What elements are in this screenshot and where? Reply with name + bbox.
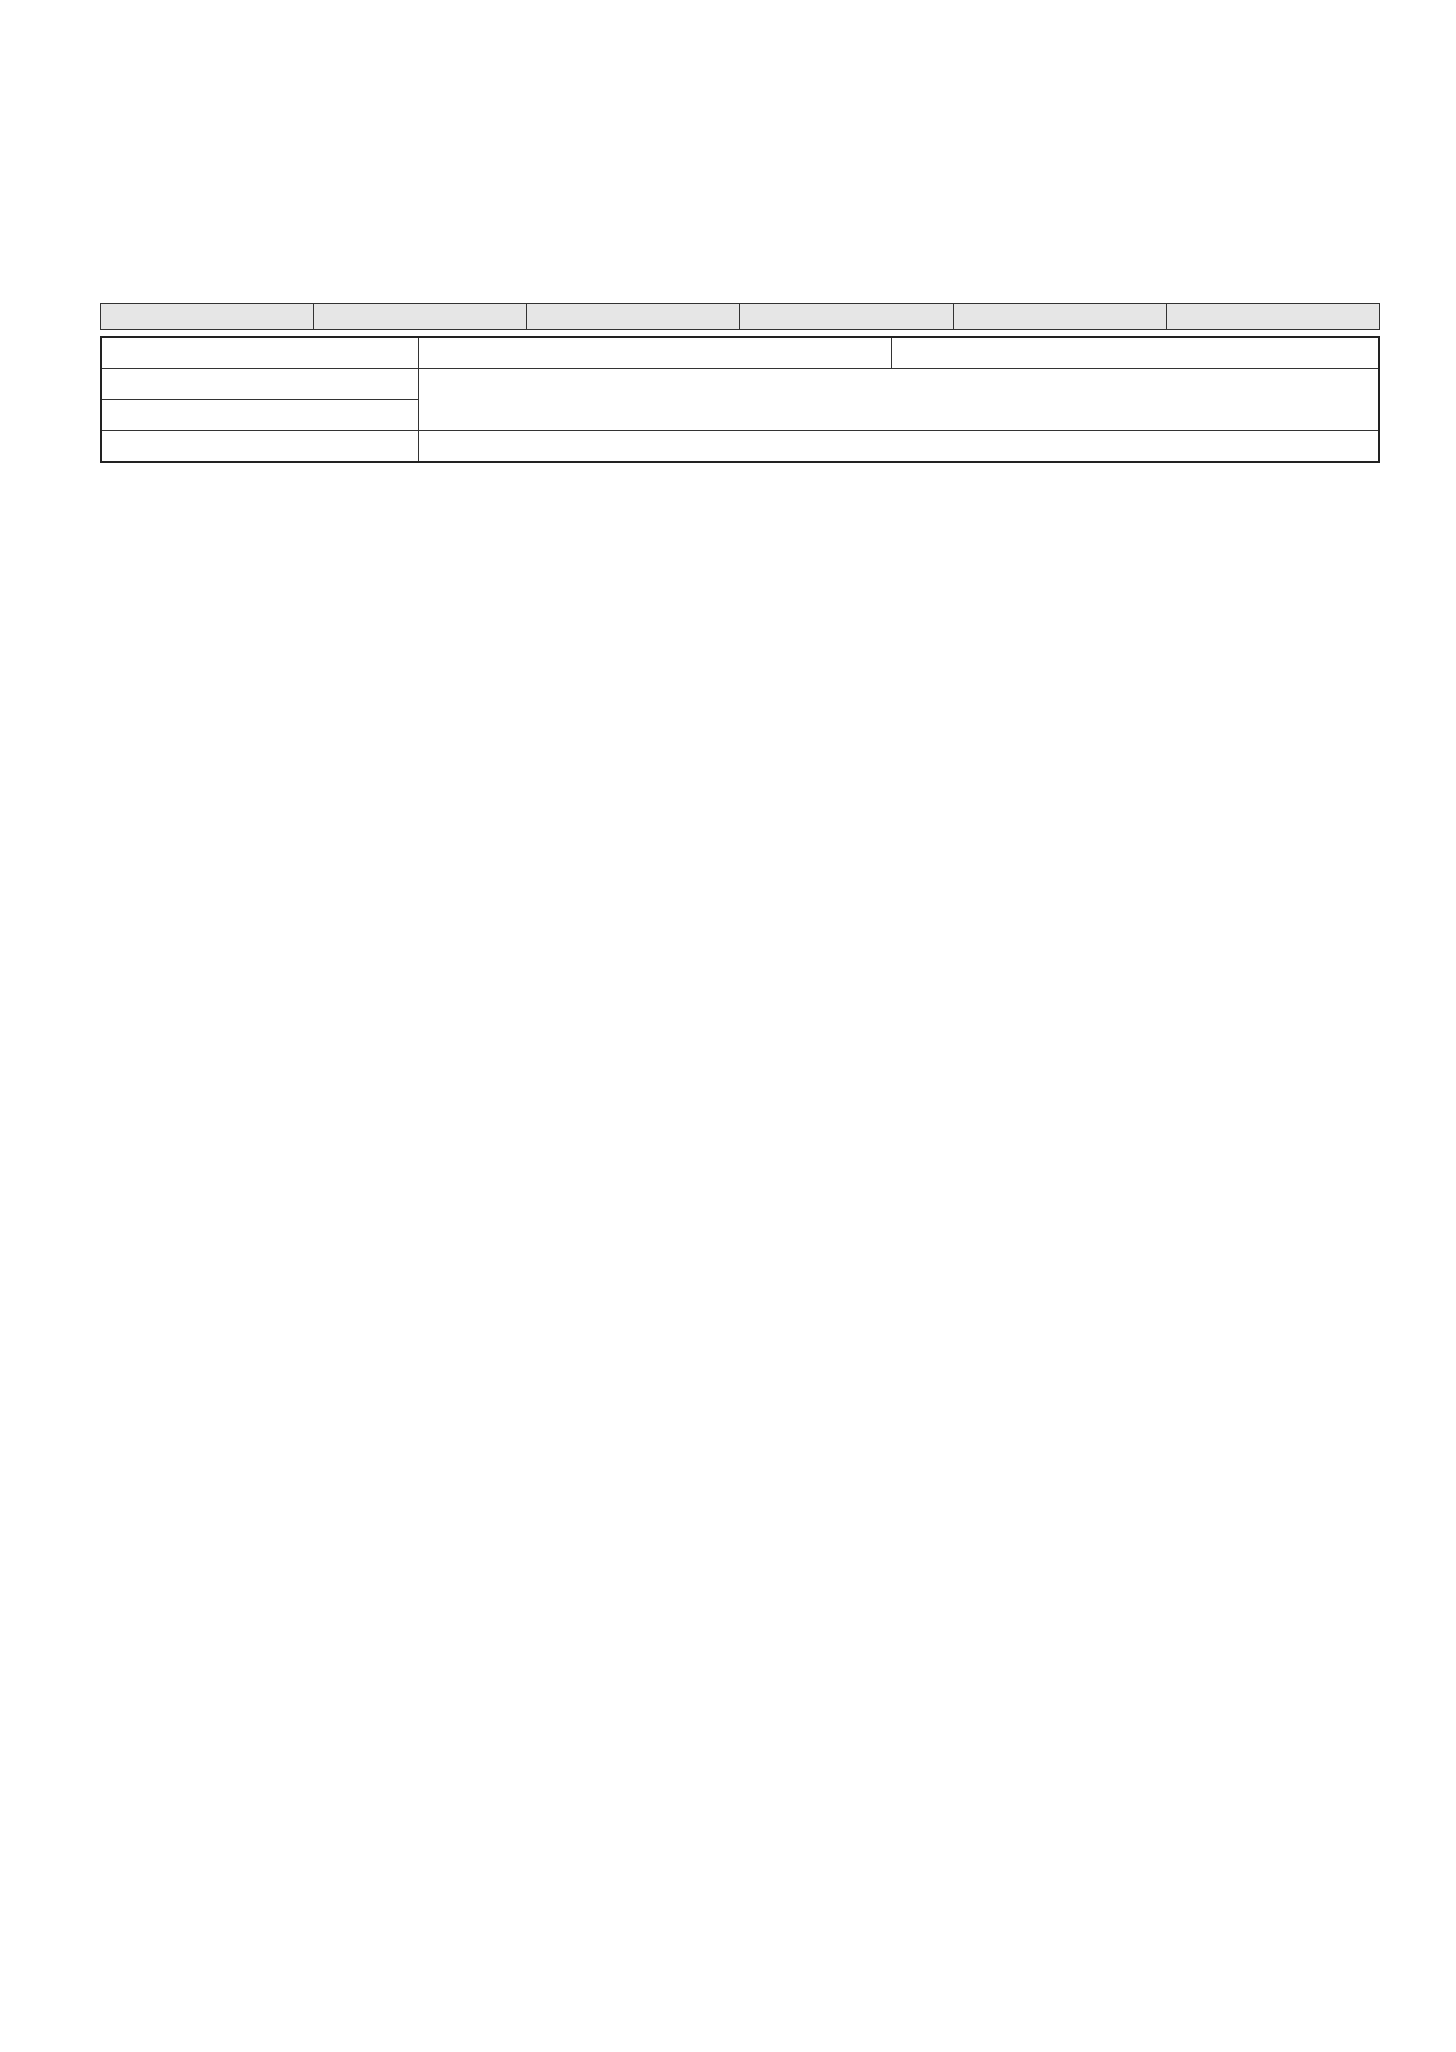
post-account <box>419 369 1380 431</box>
col-amount <box>740 304 953 330</box>
offering-stats-table <box>100 303 1380 330</box>
building-label <box>101 431 419 463</box>
weekly-label <box>101 369 419 400</box>
tithe-account-2 <box>892 337 1379 369</box>
online-account-table <box>100 336 1380 463</box>
offering-list-page <box>100 74 1380 463</box>
acct-row-weekly <box>101 369 1379 400</box>
stats-header-row <box>101 304 1380 330</box>
col-item <box>101 304 314 330</box>
thanks-label <box>101 400 419 431</box>
col-amount <box>314 304 527 330</box>
col-item <box>953 304 1166 330</box>
col-amount <box>1166 304 1379 330</box>
tithe-account-1 <box>419 337 892 369</box>
acct-row-tithe <box>101 337 1379 369</box>
col-item <box>527 304 740 330</box>
new-member-offering <box>100 242 1380 271</box>
building-account <box>419 431 1380 463</box>
acct-row-building <box>101 431 1379 463</box>
tithe-label <box>101 337 419 369</box>
